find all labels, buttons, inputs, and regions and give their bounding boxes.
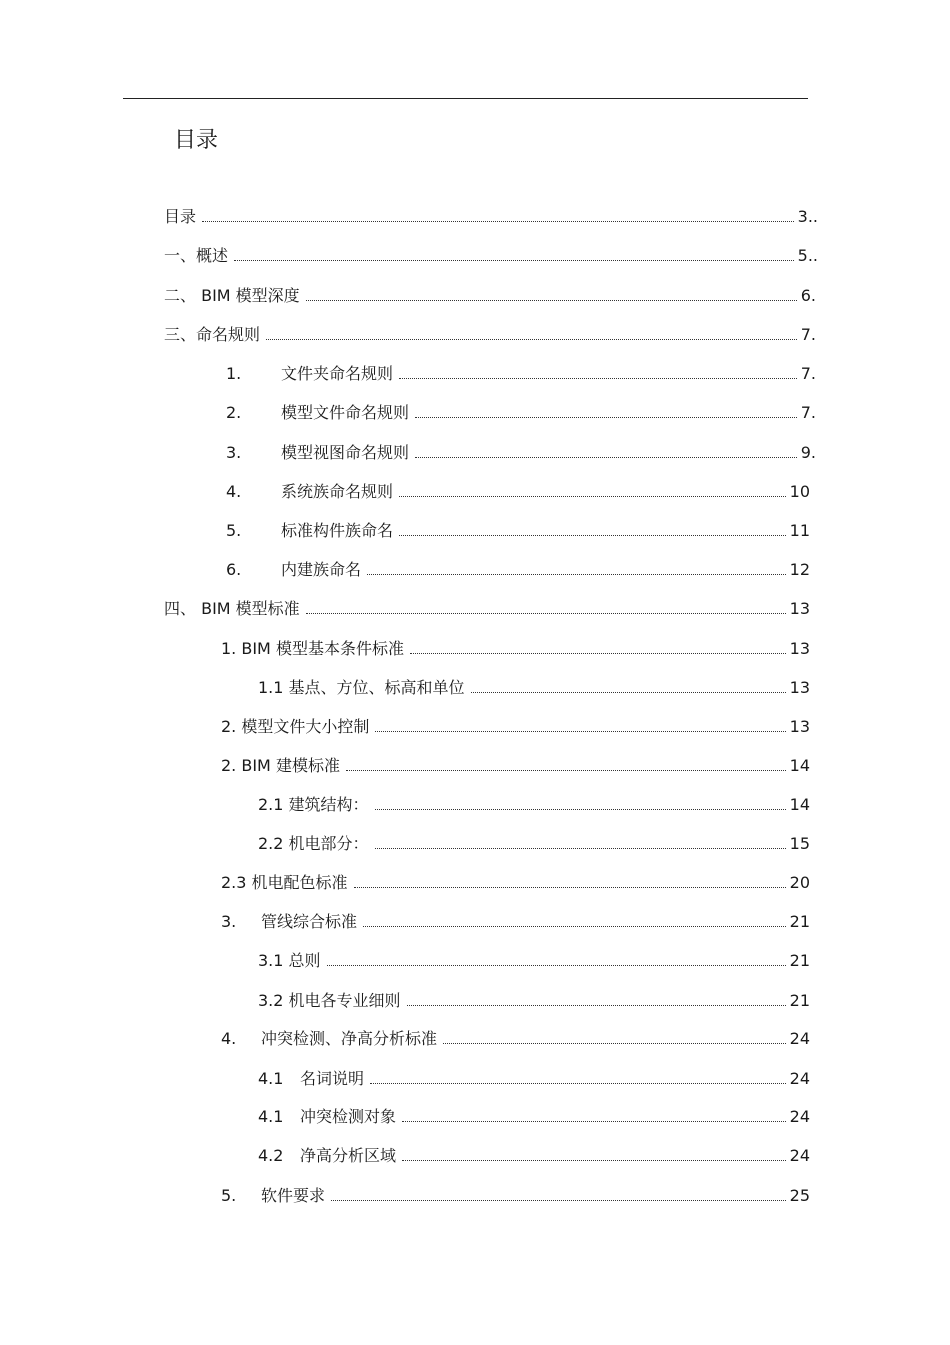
toc-entry[interactable] <box>258 1065 810 1089</box>
toc-entry-page: 7. <box>800 325 816 344</box>
toc-entry-number: 1. <box>226 364 242 383</box>
toc-entry-title: 一、概述 <box>164 246 229 265</box>
toc-entry-number: 3. <box>221 912 237 931</box>
toc-entry-title: 净高分析区域 <box>300 1146 397 1165</box>
toc-leader-dots <box>202 221 794 222</box>
toc-leader-dots <box>415 417 797 418</box>
toc-entry-page: 25 <box>789 1186 810 1205</box>
toc-entry-page: 20 <box>789 873 810 892</box>
toc-leader-dots <box>375 809 786 810</box>
toc-entry[interactable] <box>226 556 810 580</box>
toc-entry-number: 2. <box>226 403 242 422</box>
toc-leader-dots <box>399 496 786 497</box>
toc-entry-number: 6. <box>226 560 242 579</box>
toc-leader-dots <box>354 887 786 888</box>
toc-entry-page: 13 <box>789 717 810 736</box>
toc-leader-dots <box>327 965 786 966</box>
toc-entry-title: 冲突检测、净高分析标准 <box>261 1029 438 1048</box>
toc-leader-dots <box>399 378 797 379</box>
toc-leader-dots <box>266 339 797 340</box>
toc-entry-title: 2. 模型文件大小控制 <box>221 717 370 736</box>
toc-entry[interactable] <box>164 282 816 306</box>
toc-entry-page: 24 <box>789 1107 810 1126</box>
toc-entry[interactable] <box>258 1142 810 1166</box>
toc-entry[interactable] <box>226 439 816 463</box>
toc-entry[interactable] <box>164 203 818 227</box>
toc-entry-page: 7. <box>800 364 816 383</box>
toc-entry-title: 二、 BIM 模型深度 <box>164 286 300 305</box>
toc-entry[interactable] <box>226 478 810 502</box>
toc-leader-dots <box>363 926 786 927</box>
toc-entry-title: 2.2 机电部分： <box>258 834 369 853</box>
toc-entry[interactable] <box>221 752 810 776</box>
toc-leader-dots <box>471 692 786 693</box>
toc-entry-title: 文件夹命名规则 <box>281 364 394 383</box>
toc-entry-page: 24 <box>789 1146 810 1165</box>
toc-entry-page: 14 <box>789 756 810 775</box>
toc-entry-title: 2.1 建筑结构： <box>258 795 369 814</box>
toc-entry[interactable] <box>221 1182 810 1206</box>
toc-leader-dots <box>367 574 786 575</box>
toc-entry-title: 2. BIM 建模标准 <box>221 756 340 775</box>
toc-entry[interactable] <box>258 674 810 698</box>
toc-entry[interactable] <box>258 987 810 1011</box>
toc-entry-title: 模型视图命名规则 <box>281 443 410 462</box>
toc-entry[interactable] <box>164 242 818 266</box>
toc-entry-title: 标准构件族命名 <box>281 521 394 540</box>
toc-entry-page: 9. <box>800 443 816 462</box>
toc-entry-number: 4. <box>221 1029 237 1048</box>
toc-entry-page: 14 <box>789 795 810 814</box>
toc-entry-title: 系统族命名规则 <box>281 482 394 501</box>
toc-entry-page: 13 <box>789 678 810 697</box>
toc-entry-title: 软件要求 <box>261 1186 326 1205</box>
toc-entry[interactable] <box>164 321 816 345</box>
toc-entry-page: 21 <box>789 951 810 970</box>
toc-entry-title: 内建族命名 <box>281 560 362 579</box>
toc-entry[interactable] <box>164 595 810 619</box>
toc-leader-dots <box>415 457 797 458</box>
toc-entry-page: 11 <box>789 521 810 540</box>
toc-leader-dots <box>402 1160 786 1161</box>
toc-entry[interactable] <box>221 869 810 893</box>
toc-entry-title: 三、命名规则 <box>164 325 261 344</box>
toc-entry[interactable] <box>221 908 810 932</box>
toc-entry-title: 3.1 总则 <box>258 951 321 970</box>
toc-entry[interactable] <box>226 360 816 384</box>
toc-entry-page: 12 <box>789 560 810 579</box>
toc-entry-page: 6. <box>800 286 816 305</box>
toc-leader-dots <box>407 1005 786 1006</box>
toc-entry[interactable] <box>258 830 810 854</box>
toc-entry[interactable] <box>221 635 810 659</box>
toc-entry-page: 13 <box>789 639 810 658</box>
toc-entry-title: 目录 <box>164 207 197 226</box>
toc-entry-title: 冲突检测对象 <box>300 1107 397 1126</box>
toc-entry-page: 3.. <box>797 207 818 226</box>
toc-entry-title: 3.2 机电各专业细则 <box>258 991 401 1010</box>
toc-entry-number: 4.2 <box>258 1146 284 1165</box>
toc-entry[interactable] <box>258 947 810 971</box>
toc-leader-dots <box>370 1083 786 1084</box>
toc-entry-number: 5. <box>226 521 242 540</box>
toc-leader-dots <box>399 535 786 536</box>
toc-leader-dots <box>443 1043 786 1044</box>
toc-entry-page: 21 <box>789 912 810 931</box>
toc-entry-page: 24 <box>789 1069 810 1088</box>
toc-entry[interactable] <box>221 1025 810 1049</box>
toc-leader-dots <box>346 770 786 771</box>
toc-leader-dots <box>234 260 794 261</box>
toc-entry[interactable] <box>258 791 810 815</box>
toc-entry-title: 四、 BIM 模型标准 <box>164 599 300 618</box>
toc-entry-page: 10 <box>789 482 810 501</box>
toc-leader-dots <box>306 613 786 614</box>
page-title: 目录 <box>174 128 219 153</box>
toc-entry-title: 1. BIM 模型基本条件标准 <box>221 639 404 658</box>
toc-entry-number: 4. <box>226 482 242 501</box>
toc-entry-page: 7. <box>800 403 816 422</box>
toc-entry-number: 4.1 <box>258 1107 284 1126</box>
toc-entry-number: 5. <box>221 1186 237 1205</box>
toc-entry-page: 13 <box>789 599 810 618</box>
toc-leader-dots <box>410 653 786 654</box>
toc-entry-page: 21 <box>789 991 810 1010</box>
toc-entry-title: 2.3 机电配色标准 <box>221 873 348 892</box>
toc-entry-title: 名词说明 <box>300 1069 365 1088</box>
toc-entry[interactable] <box>226 517 810 541</box>
toc-entry[interactable] <box>258 1103 810 1127</box>
toc-entry-page: 15 <box>789 834 810 853</box>
toc-leader-dots <box>306 300 797 301</box>
toc-leader-dots <box>331 1200 786 1201</box>
toc-entry[interactable] <box>226 399 816 423</box>
toc-entry-page: 24 <box>789 1029 810 1048</box>
toc-leader-dots <box>402 1121 786 1122</box>
toc-entry-title: 管线综合标准 <box>261 912 358 931</box>
toc-entry-number: 4.1 <box>258 1069 284 1088</box>
toc-entry-title: 1.1 基点、方位、标高和单位 <box>258 678 465 697</box>
toc-entry-page: 5.. <box>797 246 818 265</box>
toc-entry[interactable] <box>221 713 810 737</box>
toc-entry-number: 3. <box>226 443 242 462</box>
toc-entry-title: 模型文件命名规则 <box>281 403 410 422</box>
toc-leader-dots <box>375 848 786 849</box>
toc-leader-dots <box>375 731 785 732</box>
